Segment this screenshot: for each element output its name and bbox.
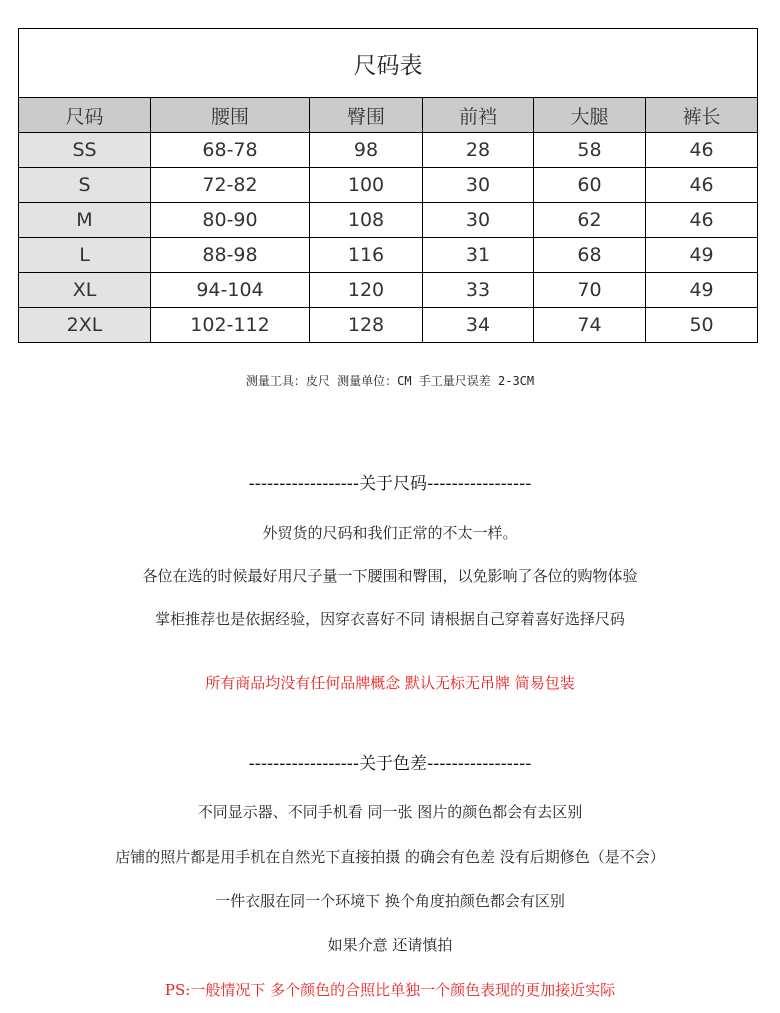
front-rise-cell: 28 [423,133,534,168]
length-cell: 46 [646,203,758,238]
thigh-cell: 60 [534,168,646,203]
size-cell: 2XL [19,308,151,343]
thigh-cell: 68 [534,238,646,273]
header-waist: 腰围 [151,98,310,133]
heading-dashes-right: ----------------- [427,474,532,494]
table-row [19,238,758,273]
front-rise-cell: 31 [423,238,534,273]
front-rise-cell: 34 [423,308,534,343]
heading-dashes-left: ------------------ [248,754,360,774]
ps-note-red: PS:一般情况下 多个颜色的合照比单独一个颜色表现的更加接近实际 [164,981,616,999]
size-note-line: 外贸货的尺码和我们正常的不太一样。 [262,524,518,542]
size-cell: XL [19,273,151,308]
waist-cell: 80-90 [151,203,310,238]
hip-cell: 116 [310,238,423,273]
waist-cell: 88-98 [151,238,310,273]
waist-cell: 72-82 [151,168,310,203]
hip-cell: 128 [310,308,423,343]
header-size: 尺码 [19,98,151,133]
table-row [19,273,758,308]
length-cell: 49 [646,273,758,308]
front-rise-cell: 30 [423,203,534,238]
heading-dashes-right: ----------------- [427,754,532,774]
size-note-line: 各位在选的时候最好用尺子量一下腰围和臀围，以免影响了各位的购物体验 [142,567,638,585]
length-cell: 46 [646,168,758,203]
color-note-line: 如果介意 还请慎拍 [327,936,453,954]
size-section-heading [0,469,780,494]
size-section-title: 关于尺码 [359,474,428,494]
size-note-line: 掌柜推荐也是依据经验，因穿衣喜好不同 请根据自己穿着喜好选择尺码 [155,610,625,628]
header-hip: 臀围 [310,98,423,133]
color-section-title: 关于色差 [359,754,428,774]
hip-cell: 98 [310,133,423,168]
color-note-line: 店铺的照片都是用手机在自然光下直接拍摄 的确会有色差 没有后期修色（是不会） [115,848,665,866]
size-chart-title: 尺码表 [19,29,758,98]
hip-cell: 120 [310,273,423,308]
table-header-row [19,98,758,133]
header-front-rise: 前裆 [423,98,534,133]
size-cell: SS [19,133,151,168]
size-cell: M [19,203,151,238]
thigh-cell: 70 [534,273,646,308]
hip-cell: 100 [310,168,423,203]
color-section-heading [0,749,780,774]
measurement-note: 测量工具：皮尺 测量单位：CM 手工量尺误差 2-3CM [245,374,535,388]
color-note-line: 不同显示器、不同手机看 同一张 图片的颜色都会有去区别 [197,803,583,821]
heading-dashes-left: ------------------ [248,474,360,494]
front-rise-cell: 33 [423,273,534,308]
table-row [19,133,758,168]
thigh-cell: 58 [534,133,646,168]
size-cell: L [19,238,151,273]
length-cell: 50 [646,308,758,343]
front-rise-cell: 30 [423,168,534,203]
header-length: 裤长 [646,98,758,133]
color-note-line: 一件衣服在同一个环境下 换个角度拍颜色都会有区别 [215,892,565,910]
table-row [19,168,758,203]
waist-cell: 94-104 [151,273,310,308]
length-cell: 49 [646,238,758,273]
size-chart-table [18,28,758,343]
length-cell: 46 [646,133,758,168]
brand-note-red: 所有商品均没有任何品牌概念 默认无标无吊牌 简易包装 [205,674,575,692]
table-row [19,308,758,343]
size-cell: S [19,168,151,203]
table-row [19,203,758,238]
thigh-cell: 62 [534,203,646,238]
header-thigh: 大腿 [534,98,646,133]
waist-cell: 68-78 [151,133,310,168]
thigh-cell: 74 [534,308,646,343]
hip-cell: 108 [310,203,423,238]
waist-cell: 102-112 [151,308,310,343]
